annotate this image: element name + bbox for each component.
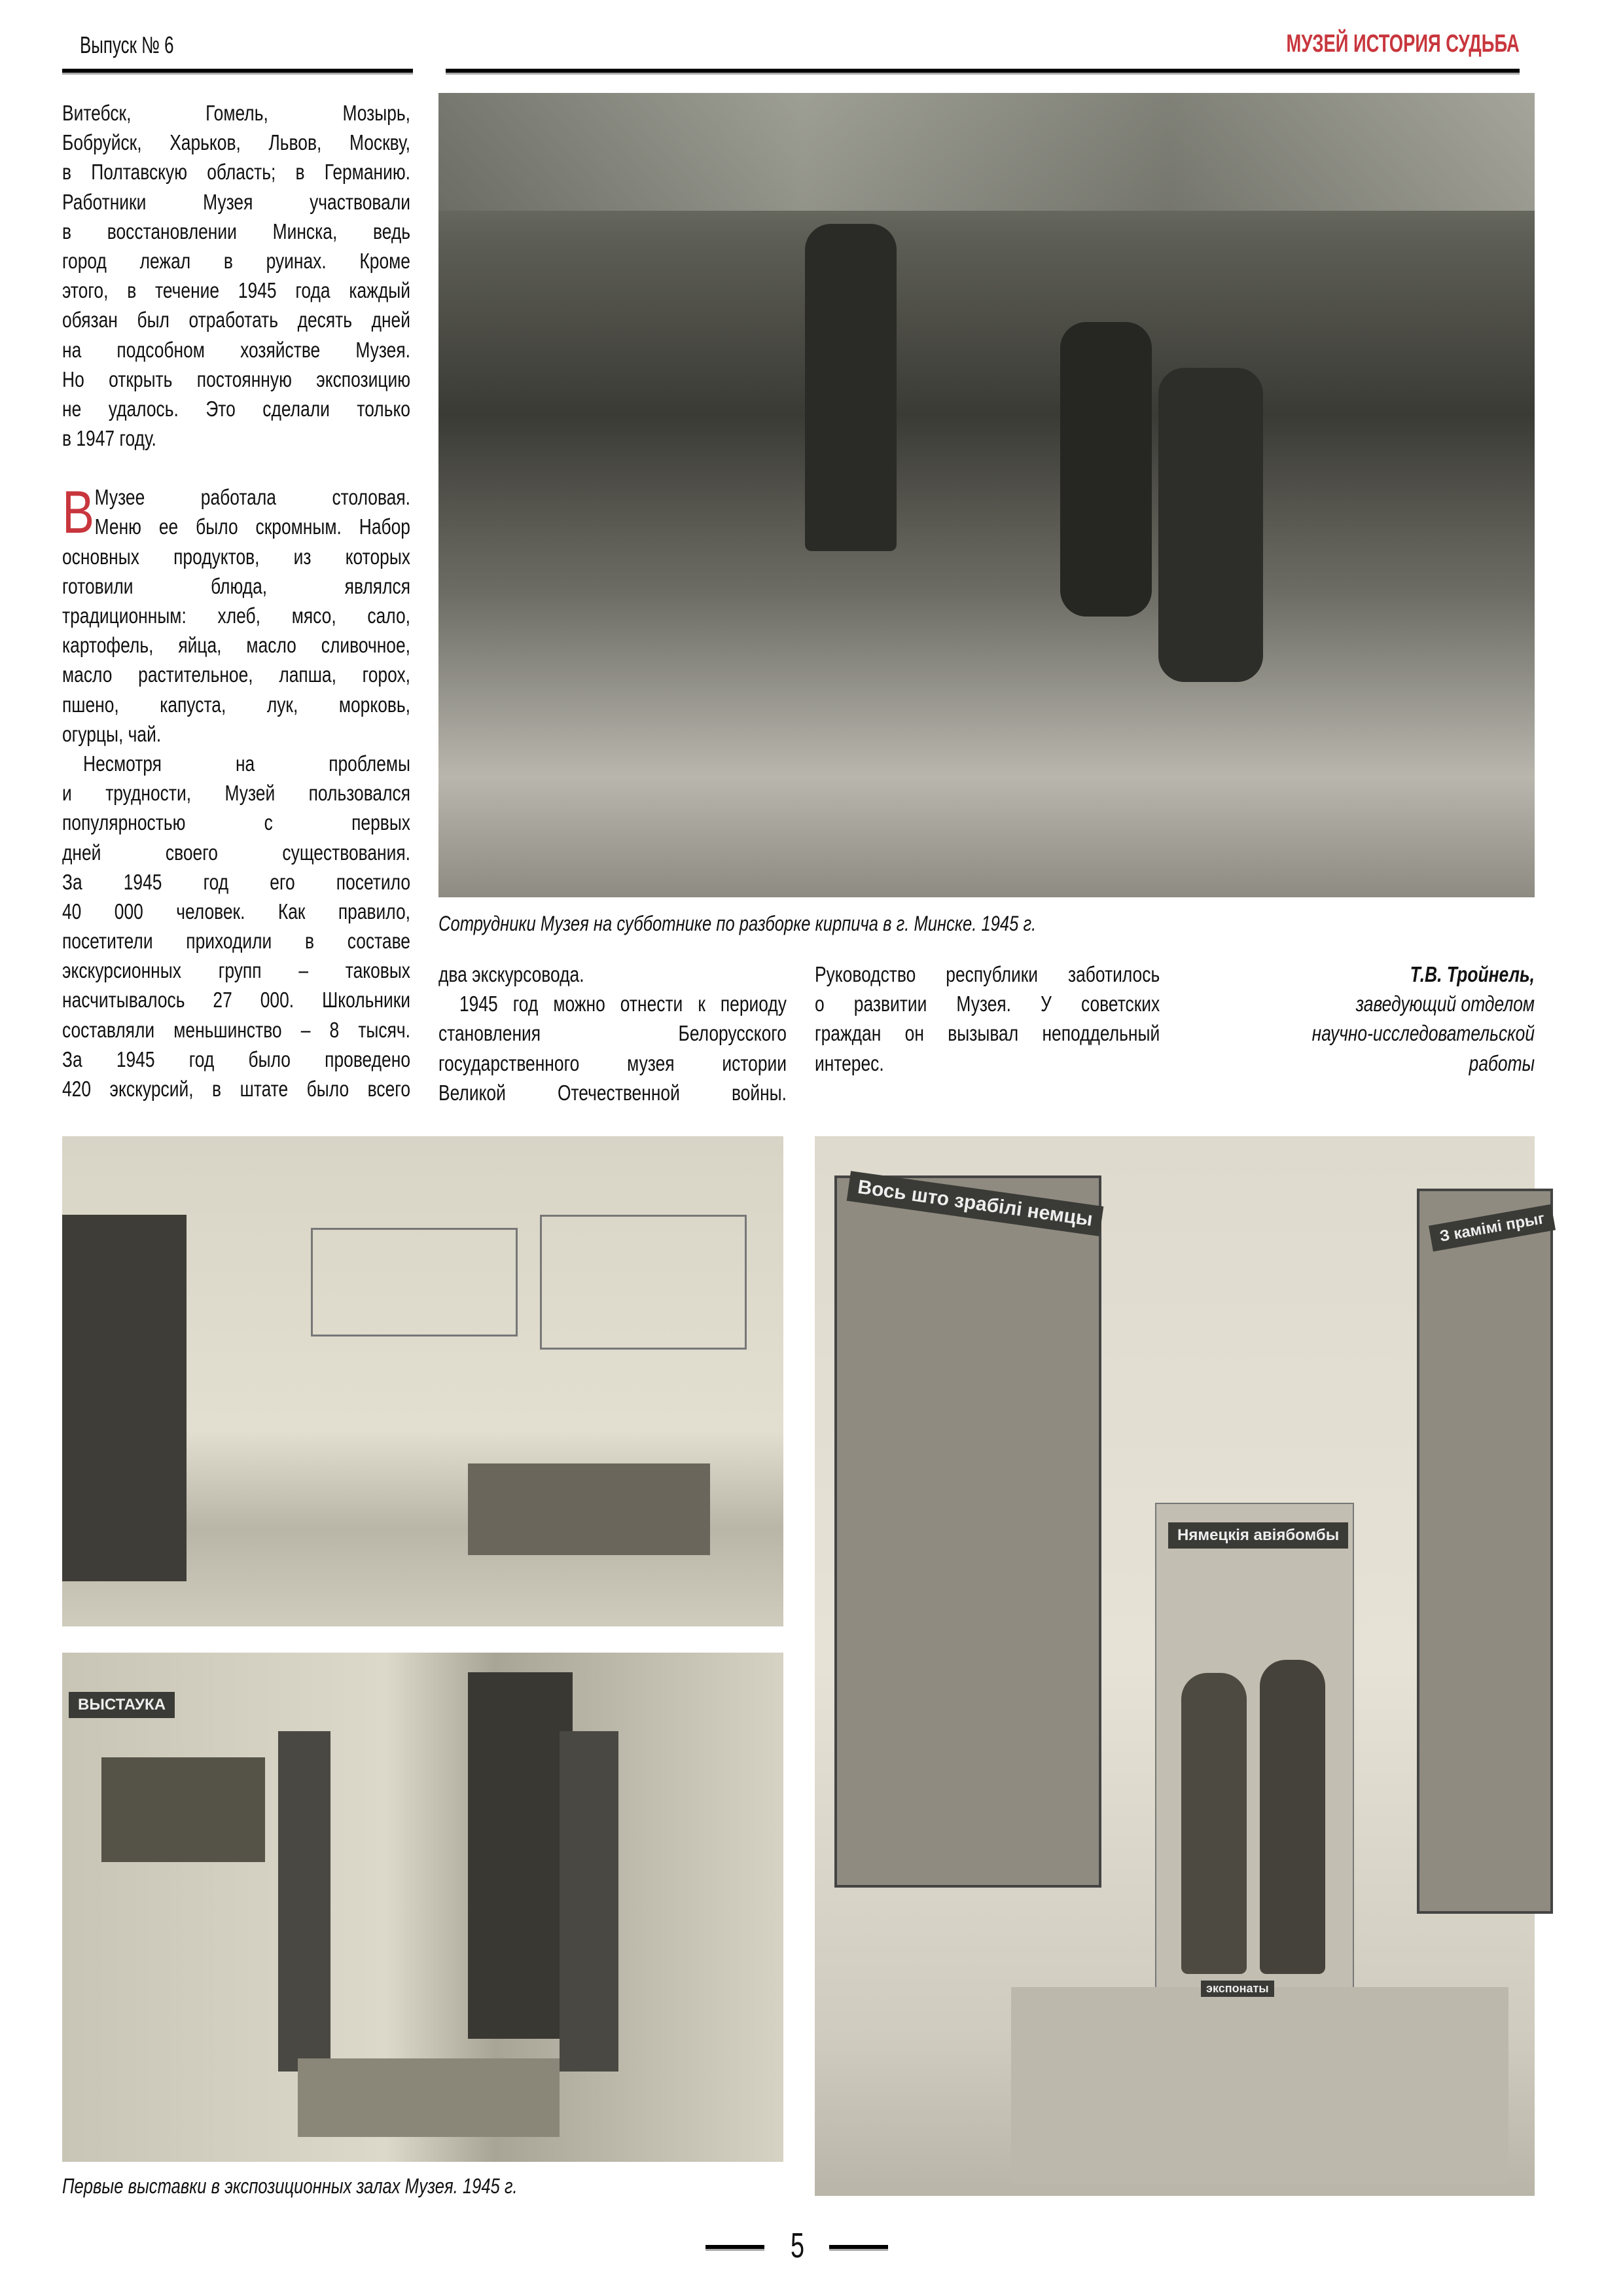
text-line: основных продуктов, из которых <box>62 544 410 569</box>
photo-caption-top: Сотрудники Музея на субботнике по разборке кирпича в г. Минске. 1945 г. <box>438 912 1037 935</box>
author-signature <box>1243 960 1535 1078</box>
text-line: масло растительное, лапша, горох, <box>62 662 410 687</box>
text-line: и трудности, Музей пользовался <box>62 781 410 806</box>
text-line: в Полтавскую область; в Германию. <box>62 160 410 185</box>
text-line: пшено, капуста, лук, морковь, <box>62 692 410 717</box>
text-line: огурцы, чай. <box>62 721 162 746</box>
author-role-line: научно-исследовательской <box>1311 1021 1535 1046</box>
photo-exhibition-hall-2 <box>62 1653 783 2162</box>
column-3 <box>815 960 1160 1078</box>
page-number: 5 <box>791 2226 805 2265</box>
author-role-line: заведующий отделом <box>1355 992 1535 1016</box>
text-line: насчитывалось 27 000. Школьники <box>62 988 410 1013</box>
text-line: 1945 год можно отнести к периоду <box>459 992 787 1016</box>
text-line: в 1947 году. <box>62 426 156 451</box>
header-rule-right <box>446 69 1520 75</box>
text-line: За 1945 год его посетило <box>62 869 410 894</box>
photo-caption-bottom: Первые выставки в экспозиционных залах Музея. 1945 г. <box>62 2174 518 2198</box>
text-line: 420 экскурсий, в штате было всего <box>62 1077 410 1101</box>
text-line: в восстановлении Минска, ведь <box>62 219 410 243</box>
text-line: посетители приходили в составе <box>62 929 410 954</box>
text-line: картофель, яйца, масло сливочное, <box>62 633 410 658</box>
header-rule-left <box>62 69 413 75</box>
sign-stand-1: Вось што зрабілі немцы <box>847 1171 1104 1236</box>
column-2 <box>438 960 787 1107</box>
text-line: 40 000 человек. Как правило, <box>62 899 410 924</box>
text-line: интерес. <box>815 1050 884 1075</box>
text-line: Работники Музея участвовали <box>62 189 410 214</box>
text-line: о развитии Музея. У советских <box>815 992 1160 1016</box>
text-line: готовили блюда, являлся <box>62 573 410 598</box>
photo-exhibition-bombs <box>815 1136 1546 2196</box>
text-line: Меню ее было скромным. Набор <box>94 514 410 539</box>
text-line: Музее работала столовая. <box>94 485 410 510</box>
sign-vystavka: ВЫСТАУКА <box>69 1692 175 1718</box>
issue-number: Выпуск № 6 <box>80 31 174 58</box>
text-line: Но открыть постоянную экспозицию <box>62 367 410 391</box>
author-role-line: работы <box>1469 1050 1535 1075</box>
photo-subbotnik <box>438 93 1535 897</box>
text-line: два экскурсовода. <box>438 962 584 986</box>
paragraph-3 <box>62 749 410 1103</box>
paragraph-2 <box>62 479 410 749</box>
photo-exhibition-hall-1 <box>62 1136 783 1626</box>
text-line: этого, в течение 1945 года каждый <box>62 278 410 303</box>
paragraph-1 <box>62 98 410 453</box>
text-line: Бобруйск, Харьков, Львов, Москву, <box>62 130 410 155</box>
text-line: государственного музея истории <box>438 1050 787 1075</box>
text-line: Великой Отечественной войны. <box>438 1080 787 1105</box>
text-line: Руководство республики заботилось <box>815 962 1160 986</box>
text-line: обязан был отработать десять дней <box>62 308 410 332</box>
text-line: на подсобном хозяйстве Музея. <box>62 337 410 362</box>
magazine-title: МУЗЕЙ ИСТОРИЯ СУДЬБА <box>1286 30 1520 58</box>
drop-cap: В <box>62 479 95 547</box>
sign-bombs: Нямецкія авіябомбы <box>1168 1522 1348 1549</box>
author-name: Т.В. Тройнель, <box>1410 962 1535 986</box>
text-line: граждан он вызывал неподдельный <box>815 1021 1160 1046</box>
page-number-rule-right <box>829 2245 888 2251</box>
text-line: Несмотря на проблемы <box>83 751 410 776</box>
column-1 <box>62 98 410 1103</box>
text-line: город лежал в руинах. Кроме <box>62 248 410 273</box>
text-line: Витебск, Гомель, Мозырь, <box>62 101 410 125</box>
text-line: экскурсионных групп – таковых <box>62 958 410 983</box>
text-line: популярностью с первых <box>62 810 410 835</box>
text-line: не удалось. Это сделали только <box>62 396 410 421</box>
text-line: За 1945 год было проведено <box>62 1047 410 1071</box>
sign-exhibits: экспонаты <box>1201 1981 1274 1997</box>
text-line: традиционным: хлеб, мясо, сало, <box>62 603 410 628</box>
text-line: становления Белорусского <box>438 1021 787 1046</box>
sign-stand-2: З камімі прыг <box>1429 1204 1556 1251</box>
text-line: составляли меньшинство – 8 тысяч. <box>62 1017 410 1042</box>
page-number-rule-left <box>705 2245 764 2251</box>
text-line: дней своего существования. <box>62 840 410 865</box>
